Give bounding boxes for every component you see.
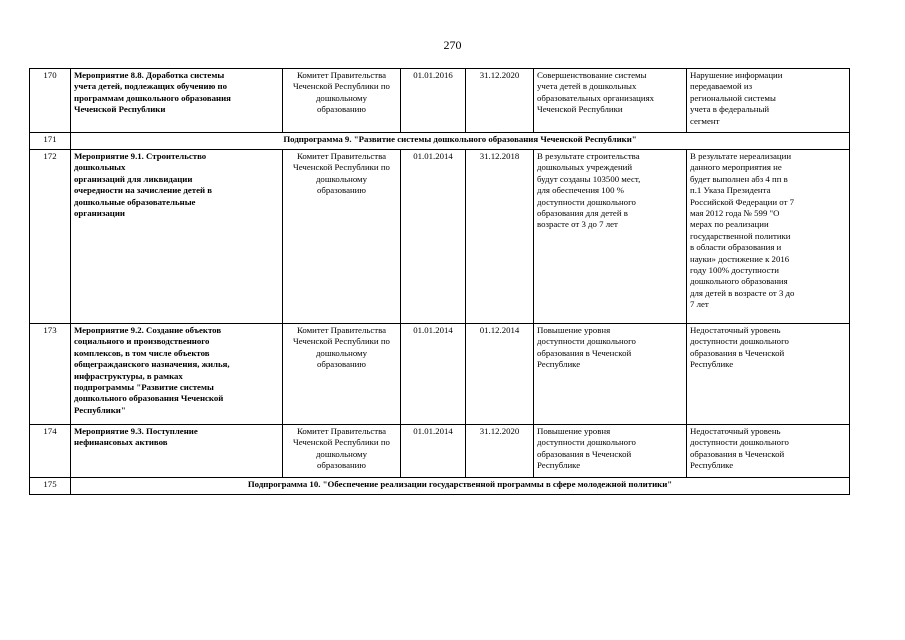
start-date: 01.01.2014 [401,150,466,324]
subprogram-title: Подпрограмма 9. "Развитие системы дошкольного образования Чеченской Республики" [71,133,850,150]
row-number: 173 [30,324,71,425]
end-date: 31.12.2020 [466,69,534,133]
executor: Комитет Правительства Чеченской Республики по дошкольному образованию [283,69,401,133]
start-date: 01.01.2014 [401,324,466,425]
end-date: 31.12.2020 [466,425,534,478]
executor: Комитет Правительства Чеченской Республики по дошкольному образованию [283,425,401,478]
subprogram-row [30,133,850,150]
start-date: 01.01.2016 [401,69,466,133]
end-date: 31.12.2018 [466,150,534,324]
executor: Комитет Правительства Чеченской Республики по дошкольному образованию [283,324,401,425]
expected-result: Повышение уровня доступности дошкольного образования в Чеченской Республике [534,425,687,478]
consequence: Недостаточный уровень доступности дошкольного образования в Чеченской Республике [687,324,850,425]
executor: Комитет Правительства Чеченской Республики по дошкольному образованию [283,150,401,324]
table-row [30,150,850,324]
measure-name: Мероприятие 9.3. Поступление нефинансовых активов [71,425,283,478]
table-row [30,324,850,425]
expected-result: Повышение уровня доступности дошкольного образования в Чеченской Республике [534,324,687,425]
consequence: Недостаточный уровень доступности дошкольного образования в Чеченской Республике [687,425,850,478]
row-number: 172 [30,150,71,324]
table-row [30,425,850,478]
row-number: 171 [30,133,71,150]
start-date: 01.01.2014 [401,425,466,478]
row-number: 170 [30,69,71,133]
measure-name: Мероприятие 8.8. Доработка системы учета детей, подлежащих обучению по программам дошкольного образования Чеченской Республики [71,69,283,133]
consequence: Нарушение информации передаваемой из региональной системы учета в федеральный сегмент [687,69,850,133]
consequence: В результате нереализации данного мероприятия не будет выполнен абз 4 пп в п.1 Указа Президента Российской Федерации от 7 мая 2012 года № 599 "О мерах по реализации государственной политики в области образования и науки» достижение к 2016 году 100% доступности дошкольного образования для детей в возрасте от 3 до 7 лет [687,150,850,324]
end-date: 01.12.2014 [466,324,534,425]
measures-table [29,68,850,495]
measure-name: Мероприятие 9.1. Строительство дошкольных организаций для ликвидации очередности на зачисление детей в дошкольные образовательные организации [71,150,283,324]
subprogram-title: Подпрограмма 10. "Обеспечение реализации государственной программы в сфере молодежной политики" [71,478,850,495]
subprogram-row [30,478,850,495]
row-number: 175 [30,478,71,495]
page-number: 270 [443,38,462,52]
table-row [30,69,850,133]
expected-result: В результате строительства дошкольных учреждений будут созданы 103500 мест, для обеспечения 100 % доступности дошкольного образования для детей в возрасте от 3 до 7 лет [534,150,687,324]
measure-name: Мероприятие 9.2. Создание объектов социального и производственного комплексов, в том числе объектов общегражданского назначения, жилья, инфраструктуры, в рамках подпрограммы "Развитие системы дошкольного образования Чеченской Республики" [71,324,283,425]
row-number: 174 [30,425,71,478]
expected-result: Совершенствование системы учета детей в дошкольных образовательных организациях Чеченской Республики [534,69,687,133]
